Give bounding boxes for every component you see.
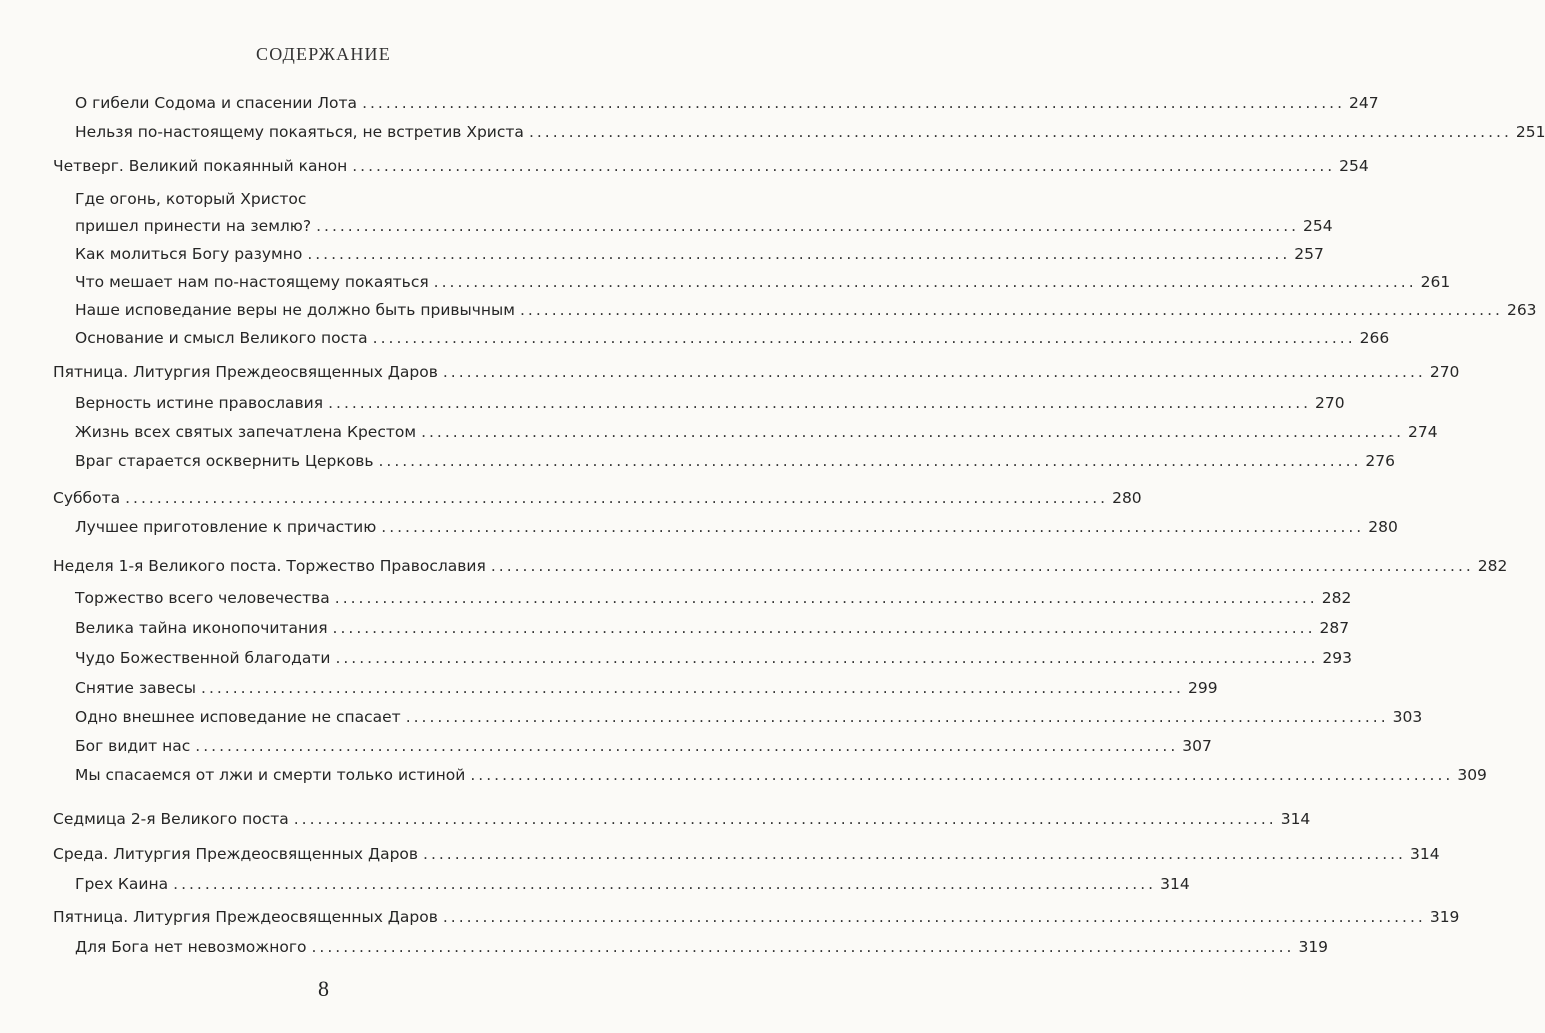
- leader-dots: ............................................................................................................................: [470, 766, 1454, 784]
- toc-entry-page: 307: [1182, 737, 1212, 755]
- toc-entry-title: Что мешает нам по-настоящему покаяться: [75, 273, 429, 291]
- leader-dots: ............................................................................................................................: [442, 363, 1426, 381]
- toc-entry-title: Чудо Божественной благодати: [75, 649, 331, 667]
- toc-entry-title: Нельзя по-настоящему покаяться, не встретив Христа: [75, 123, 524, 141]
- toc-section[interactable]: [53, 156, 1369, 176]
- toc-entry-page: 280: [1368, 518, 1398, 536]
- toc-entry[interactable]: [75, 588, 1352, 608]
- toc-entry-page: 276: [1365, 452, 1396, 470]
- toc-entry-page: 293: [1322, 649, 1352, 667]
- toc-section[interactable]: [53, 844, 1440, 864]
- toc-section-page: 280: [1112, 489, 1142, 507]
- toc-section-title: Седмица 2-я Великого поста: [53, 810, 289, 828]
- toc-entry[interactable]: [75, 618, 1350, 638]
- leader-dots: ............................................................................................................................: [293, 810, 1277, 828]
- leader-dots: ............................................................................................................................: [520, 301, 1503, 319]
- toc-entry-title: О гибели Содома и спасении Лота: [75, 94, 358, 112]
- toc-entry-page: 299: [1187, 679, 1218, 697]
- leader-dots: ............................................................................................................................: [173, 875, 1157, 893]
- toc-entry[interactable]: [75, 300, 1537, 320]
- leader-dots: ............................................................................................................................: [423, 845, 1406, 863]
- toc-section-page: 254: [1339, 157, 1369, 175]
- toc-entry[interactable]: [75, 648, 1352, 668]
- toc-entry[interactable]: [75, 328, 1390, 348]
- leader-dots: ............................................................................................................................: [332, 619, 1316, 637]
- leader-dots: ............................................................................................................................: [195, 737, 1179, 755]
- toc-section[interactable]: [53, 809, 1311, 829]
- leader-dots: ............................................................................................................................: [334, 589, 1318, 607]
- running-head: СОДЕРЖАНИЕ: [256, 44, 391, 64]
- toc-entry-title: Грех Каина: [75, 875, 169, 893]
- toc-entry[interactable]: [75, 517, 1398, 537]
- toc-entry-title: Снятие завесы: [75, 679, 197, 697]
- toc-entry[interactable]: [75, 678, 1218, 698]
- leader-dots: ............................................................................................................................: [352, 157, 1336, 175]
- toc-entry-title-line1[interactable]: Где огонь, который Христос: [75, 190, 307, 208]
- leader-dots: ............................................................................................................................: [421, 423, 1405, 441]
- toc-entry-page: 257: [1294, 245, 1324, 263]
- toc-entry-title: Торжество всего человечества: [75, 589, 330, 607]
- toc-entry-title: Враг старается осквернить Церковь: [75, 452, 374, 470]
- toc-entry-title: Наше исповедание веры не должно быть привычным: [75, 301, 515, 319]
- toc-entry[interactable]: [75, 765, 1487, 785]
- toc-entry-page: 319: [1298, 938, 1329, 956]
- toc-entry-page: 261: [1420, 273, 1451, 291]
- toc-entry-title: Основание и смысл Великого поста: [75, 329, 368, 347]
- toc-section[interactable]: [53, 488, 1142, 508]
- toc-entry[interactable]: [75, 93, 1379, 113]
- toc-section-title: Неделя 1-я Великого поста. Торжество Православия: [53, 557, 486, 575]
- toc-entry[interactable]: [75, 244, 1324, 264]
- leader-dots: ............................................................................................................................: [311, 938, 1295, 956]
- toc-section-page: 314: [1280, 810, 1311, 828]
- toc-entry[interactable]: [75, 393, 1345, 413]
- leader-dots: ............................................................................................................................: [362, 94, 1346, 112]
- toc-section-page: 282: [1477, 557, 1508, 575]
- toc-entry[interactable]: [75, 874, 1190, 894]
- toc-entry-page: 274: [1408, 423, 1438, 441]
- toc-entry[interactable]: [75, 937, 1329, 957]
- toc-entry[interactable]: [75, 272, 1451, 292]
- toc-entry-page: 287: [1319, 619, 1350, 637]
- toc-entry-title: Велика тайна иконопочитания: [75, 619, 328, 637]
- leader-dots: ............................................................................................................................: [125, 489, 1109, 507]
- leader-dots: ............................................................................................................................: [335, 649, 1319, 667]
- toc-section-title: Среда. Литургия Преждеосвященных Даров: [53, 845, 419, 863]
- toc-section-title: Четверг. Великий покаянный канон: [53, 157, 348, 175]
- toc-section[interactable]: [53, 907, 1460, 927]
- toc-entry-page: 266: [1359, 329, 1390, 347]
- toc-entry-page: 254: [1303, 217, 1333, 235]
- toc-entry[interactable]: [75, 422, 1438, 442]
- toc-entry-title: Верность истине православия: [75, 394, 324, 412]
- leader-dots: ............................................................................................................................: [381, 518, 1365, 536]
- toc-entry-page: 282: [1321, 589, 1352, 607]
- toc-entry-title: Как молиться Богу разумно: [75, 245, 303, 263]
- leader-dots: ............................................................................................................................: [372, 329, 1356, 347]
- leader-dots: ............................................................................................................................: [405, 708, 1389, 726]
- toc-entry-page: 247: [1349, 94, 1379, 112]
- toc-entry-page: 309: [1457, 766, 1487, 784]
- toc-entry-title: Бог видит нас: [75, 737, 191, 755]
- toc-section-page: 314: [1409, 845, 1440, 863]
- toc-entry-title: Для Бога нет невозможного: [75, 938, 307, 956]
- leader-dots: ............................................................................................................................: [442, 908, 1426, 926]
- toc-entry-page: 251: [1515, 123, 1545, 141]
- toc-section-title: Пятница. Литургия Преждеосвященных Даров: [53, 908, 438, 926]
- leader-dots: ............................................................................................................................: [433, 273, 1417, 291]
- page-number: 8: [318, 976, 329, 1001]
- toc-entry-title: пришел принести на землю?: [75, 217, 312, 235]
- toc-entry-title: Лучшее приготовление к причастию: [75, 518, 377, 536]
- toc-entry[interactable]: [75, 451, 1396, 471]
- toc-entry-title: Одно внешнее исповедание не спасает: [75, 708, 401, 726]
- toc-entry[interactable]: [75, 122, 1545, 142]
- toc-section[interactable]: [53, 556, 1508, 576]
- toc-entry[interactable]: [75, 216, 1333, 236]
- toc-section-title: Пятница. Литургия Преждеосвященных Даров: [53, 363, 438, 381]
- leader-dots: ............................................................................................................................: [490, 557, 1474, 575]
- toc-entry-title: Мы спасаемся от лжи и смерти только истиной: [75, 766, 466, 784]
- toc-section[interactable]: [53, 362, 1460, 382]
- toc-section-page: 319: [1429, 908, 1460, 926]
- toc-entry-page: 303: [1392, 708, 1423, 726]
- toc-entry-page: 270: [1315, 394, 1345, 412]
- leader-dots: ............................................................................................................................: [528, 123, 1512, 141]
- leader-dots: ............................................................................................................................: [378, 452, 1362, 470]
- toc-entry[interactable]: [75, 736, 1212, 756]
- toc-section-title: Суббота: [53, 489, 121, 507]
- toc-section-page: 270: [1429, 363, 1460, 381]
- leader-dots: ............................................................................................................................: [316, 217, 1300, 235]
- leader-dots: ............................................................................................................................: [328, 394, 1312, 412]
- toc-entry-page: 263: [1506, 301, 1537, 319]
- toc-entry[interactable]: [75, 707, 1423, 727]
- leader-dots: ............................................................................................................................: [307, 245, 1291, 263]
- leader-dots: ............................................................................................................................: [201, 679, 1184, 697]
- toc-entry-page: 314: [1160, 875, 1190, 893]
- toc-entry-title: Жизнь всех святых запечатлена Крестом: [75, 423, 417, 441]
